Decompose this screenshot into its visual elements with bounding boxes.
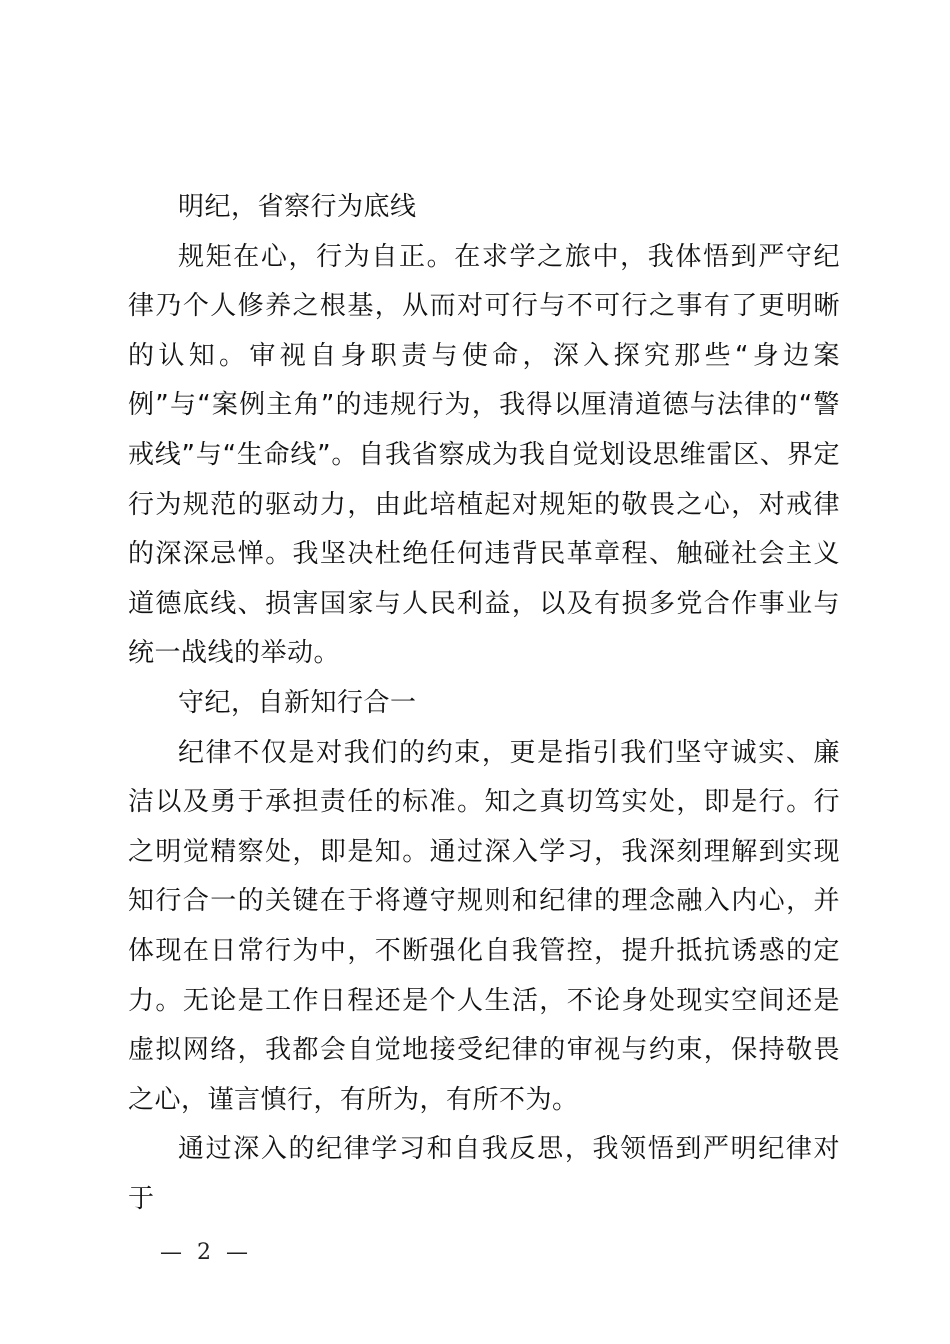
section-heading-mingji: 明纪，省察行为底线 xyxy=(178,192,417,222)
page-number: — 2 — xyxy=(160,1240,252,1265)
document-body xyxy=(128,183,840,1224)
paragraph-mingji-body: 规矩在心，行为自正。在求学之旅中，我体悟到严守纪律乃个人修养之根基，从而对可行与不可行之事有了更明晰的认知。审视自身职责与使命，深入探究那些“身边案例”与“案例主角”的违规行为，我得以厘清道德与法律的“警戒线”与“生命线”。自我省察成为我自觉划设思维雷区、界定行为规范的驱动力，由此培植起对规矩的敬畏之心，对戒律的深深忌惮。我坚决杜绝任何违背民革章程、触碰社会主义道德底线、损害国家与人民利益，以及有损多党合作事业与统一战线的举动。 xyxy=(128,241,840,669)
paragraph-conclusion-start: 通过深入的纪律学习和自我反思，我领悟到严明纪律对于 xyxy=(128,1134,840,1214)
paragraph-shouji-body: 纪律不仅是对我们的约束，更是指引我们坚守诚实、廉洁以及勇于承担责任的标准。知之真切笃实处，即是行。行之明觉精察处，即是知。通过深入学习，我深刻理解到实现知行合一的关键在于将遵守规则和纪律的理念融入内心，并体现在日常行为中，不断强化自我管控，提升抵抗诱惑的定力。无论是工作日程还是个人生活，不论身处现实空间还是虚拟网络，我都会自觉地接受纪律的审视与约束，保持敬畏之心，谨言慎行，有所为，有所不为。 xyxy=(128,737,840,1115)
section-heading-shouji: 守纪，自新知行合一 xyxy=(178,687,417,718)
